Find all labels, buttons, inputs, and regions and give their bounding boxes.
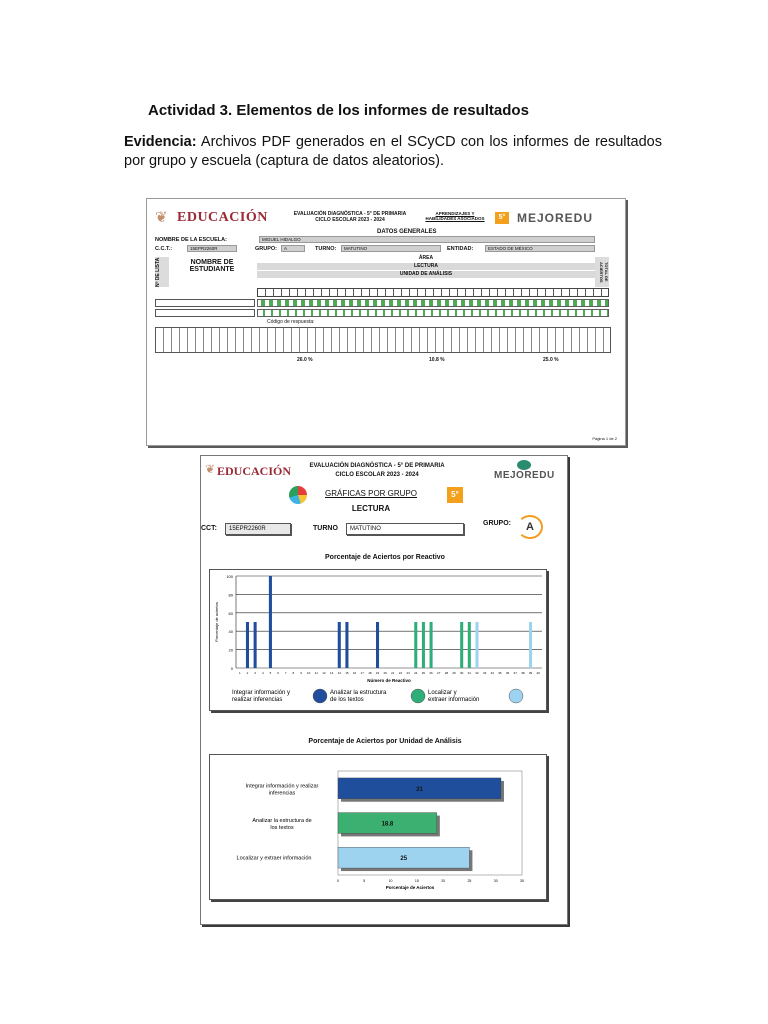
category-label-line1: Analizar la estructura de [252,818,312,824]
x-tick-label: 33 [482,671,487,675]
x-tick-label: 39 [528,671,533,675]
bar-value-label: 18.8 [381,821,394,828]
x-tick-label: 35 [520,879,524,883]
y-tick-label: 80 [228,592,233,598]
datos-generales-title: DATOS GENERALES [377,229,437,235]
legend-label-line1: Integrar información y [232,690,291,696]
x-tick-label: 8 [292,671,295,675]
category-label-line2: los textos [270,825,294,831]
bar-item-31 [468,622,471,668]
x-tick-label: 14 [337,671,341,675]
evaluation-title [285,211,415,223]
x-tick-label: 25 [421,671,426,675]
x-tick-label: 29 [452,671,456,675]
bar-item-19 [376,622,379,668]
legend-label-line2: extraer información [428,697,480,703]
legend-swatch [313,689,327,703]
bar-item-26 [430,622,433,668]
x-axis-label: Número de Reactivo [367,678,411,683]
x-tick-label: 10 [388,879,393,883]
x-tick-label: 34 [490,671,494,675]
entidad-label: ENTIDAD: [447,246,474,252]
legend-label-line1: Localizar y [428,690,457,696]
bar-item-14 [338,622,341,668]
bar-item-24 [414,622,417,668]
answers-row-1 [257,299,609,307]
percent-unit-3: 25.0 % [543,357,559,363]
escuela-label: NOMBRE DE LA ESCUELA: [155,237,227,243]
graficas-title: GRÁFICAS POR GRUPO [324,489,417,498]
category-label: Localizar y extraer información [236,855,312,862]
x-tick-label: 6 [277,671,279,675]
aprendizajes-link: APRENDIZAJES Y HABILIDADES ASOCIADOS [425,211,485,221]
x-tick-label: 31 [467,671,471,675]
x-tick-label: 28 [444,671,449,675]
y-tick-label: 20 [228,647,233,653]
codigo-respuesta: Código de respuesta: [267,319,315,325]
category-label-line2: inferencias [268,790,296,797]
bar-item-15 [345,622,348,668]
bar-item-3 [254,622,257,668]
bar-item-25 [422,622,425,668]
x-tick-label: 35 [498,671,502,675]
bar-item-32 [475,622,478,668]
escuela-value: MIGUEL HIDALGO [259,236,595,243]
evaluation-line-1: EVALUACIÓN DIAGNÓSTICA - 5° DE PRIMARIA [309,463,445,469]
x-tick-label: 20 [383,671,387,675]
x-axis-label: Porcentaje de Aciertos [385,885,435,890]
student-row-1 [155,299,255,307]
bar-value-label: 31 [416,786,423,793]
mejoredu-icon [517,460,531,470]
x-tick-label: 5 [363,879,366,883]
summary-table [155,327,611,353]
grupo-value: A [517,515,543,539]
bar-item-5 [269,576,272,668]
x-tick-label: 26 [429,671,433,675]
evaluation-line-1: EVALUACIÓN DIAGNÓSTICA - 5° DE PRIMARIA [293,211,407,217]
shield-icon: ❦ [155,209,168,226]
x-tick-label: 36 [505,671,510,675]
num-lista-header: Nº DE LISTA [155,257,169,287]
x-tick-label: 11 [314,671,318,675]
grupo-label: GRUPO: [255,246,277,252]
grade-badge: 5° [495,212,509,224]
category-label-line1: Integrar información y realizar [245,783,319,790]
bar-item-2 [246,622,249,668]
bar-value-label: 25 [400,856,408,863]
x-tick-label: 21 [391,671,395,675]
grupo-label: GRUPO: [483,520,511,527]
legend-label-line1: Analizar la estructura [330,690,387,696]
educacion-logo: EDUCACIÓN [177,210,268,225]
chart1-title: Porcentaje de Aciertos por Reactivo [325,554,445,561]
educacion-logo: EDUCACIÓN [217,464,292,478]
x-tick-label: 3 [254,671,256,675]
evidence-label: Evidencia: [124,134,197,150]
cct-label: CCT: [201,525,217,532]
x-tick-label: 18 [368,671,372,675]
x-tick-label: 4 [261,671,264,675]
percent-unit-1: 26.0 % [297,357,313,363]
x-tick-label: 20 [441,879,446,883]
shield-icon: ❦ [205,462,216,476]
unidad-label: UNIDAD DE ANÁLISIS [257,271,595,278]
answers-row-2 [257,309,609,317]
entidad-value: ESTADO DE MÉXICO [485,245,595,252]
chart-aciertos-unidad [209,754,547,900]
evidence-text: Archivos PDF generados en el SCyCD con los informes de resultados por grupo y escuela (captura de datos aleatorios). [124,134,662,169]
x-tick-label: 7 [284,671,287,675]
area-label: ÁREA [418,255,434,261]
evaluation-line-2: CICLO ESCOLAR 2023 - 2024 [315,217,385,223]
x-tick-label: 15 [414,879,419,883]
mejoredu-logo: MEJOREDU [494,470,555,481]
chart2-svg [210,755,548,901]
x-tick-label: 0 [337,879,339,883]
evidence-paragraph [124,133,662,171]
x-tick-label: 19 [375,671,380,675]
legend-label-line2: realizar inferencias [232,697,283,703]
y-tick-label: 0 [230,666,233,671]
turno-field: MATUTINO [346,523,464,535]
y-tick-label: 60 [228,610,233,616]
x-tick-label: 9 [300,671,302,675]
x-tick-label: 1 [238,671,241,675]
x-tick-label: 22 [398,671,403,675]
activity-heading: Actividad 3. Elementos de los informes de resultados [148,102,529,119]
x-tick-label: 16 [352,671,357,675]
x-tick-label: 25 [467,879,472,883]
cct-label: C.C.T.: [155,246,173,252]
bar-item-30 [460,622,463,668]
x-tick-label: 15 [345,671,349,675]
total-aciertos-header: TOTAL DE ACIERTOS [595,257,609,287]
y-tick-label: 100 [226,574,233,579]
lectura-title: LECTURA [351,504,391,513]
turno-label: TURNO [313,525,338,532]
report-screenshot [146,198,626,446]
item-number-row [257,288,609,297]
x-tick-label: 13 [329,671,334,675]
turno-label: TURNO: [315,246,337,252]
cct-field: 15EPR2260R [225,523,291,535]
cct-value: 15EPR2260R [187,245,237,252]
area-value: LECTURA [257,263,595,270]
legend-swatch [509,689,523,703]
y-tick-label: 40 [228,629,233,635]
chart2-title: Porcentaje de Aciertos por Unidad de Análisis [308,738,462,745]
graphs-screenshot [200,455,568,925]
x-tick-label: 2 [246,671,249,675]
turno-value: MATUTINO [341,245,441,252]
x-tick-label: 32 [475,671,479,675]
evaluation-title [297,462,457,480]
x-tick-label: 23 [406,671,410,675]
x-tick-label: 17 [360,671,364,675]
x-tick-label: 38 [521,671,525,675]
chart-aciertos-reactivo [209,569,547,711]
evaluation-line-2: CICLO ESCOLAR 2023 - 2024 [335,472,419,478]
pie-chart-icon [289,486,307,504]
x-tick-label: 30 [460,671,464,675]
bar-item-39 [529,622,532,668]
nombre-estudiante-header: NOMBRE DE ESTUDIANTE [189,259,235,273]
x-tick-label: 24 [414,671,418,675]
x-tick-label: 27 [437,671,441,675]
x-tick-label: 40 [536,671,540,675]
y-axis-label: Porcentaje de aciertos [214,602,219,642]
percent-unit-2: 10.8 % [429,357,445,363]
x-tick-label: 10 [307,671,311,675]
chart1-svg [210,570,548,712]
student-row-2 [155,309,255,317]
x-tick-label: 12 [322,671,326,675]
mejoredu-logo: MEJOREDU [517,211,594,225]
x-tick-label: 5 [269,671,272,675]
x-tick-label: 30 [493,879,498,883]
page-number: Página 1 de 2 [592,436,617,441]
x-tick-label: 37 [513,671,517,675]
grade-badge: 5° [447,487,463,503]
grupo-value: A [281,245,305,252]
legend-swatch [411,689,425,703]
legend-label-line2: de los textos [330,697,364,703]
